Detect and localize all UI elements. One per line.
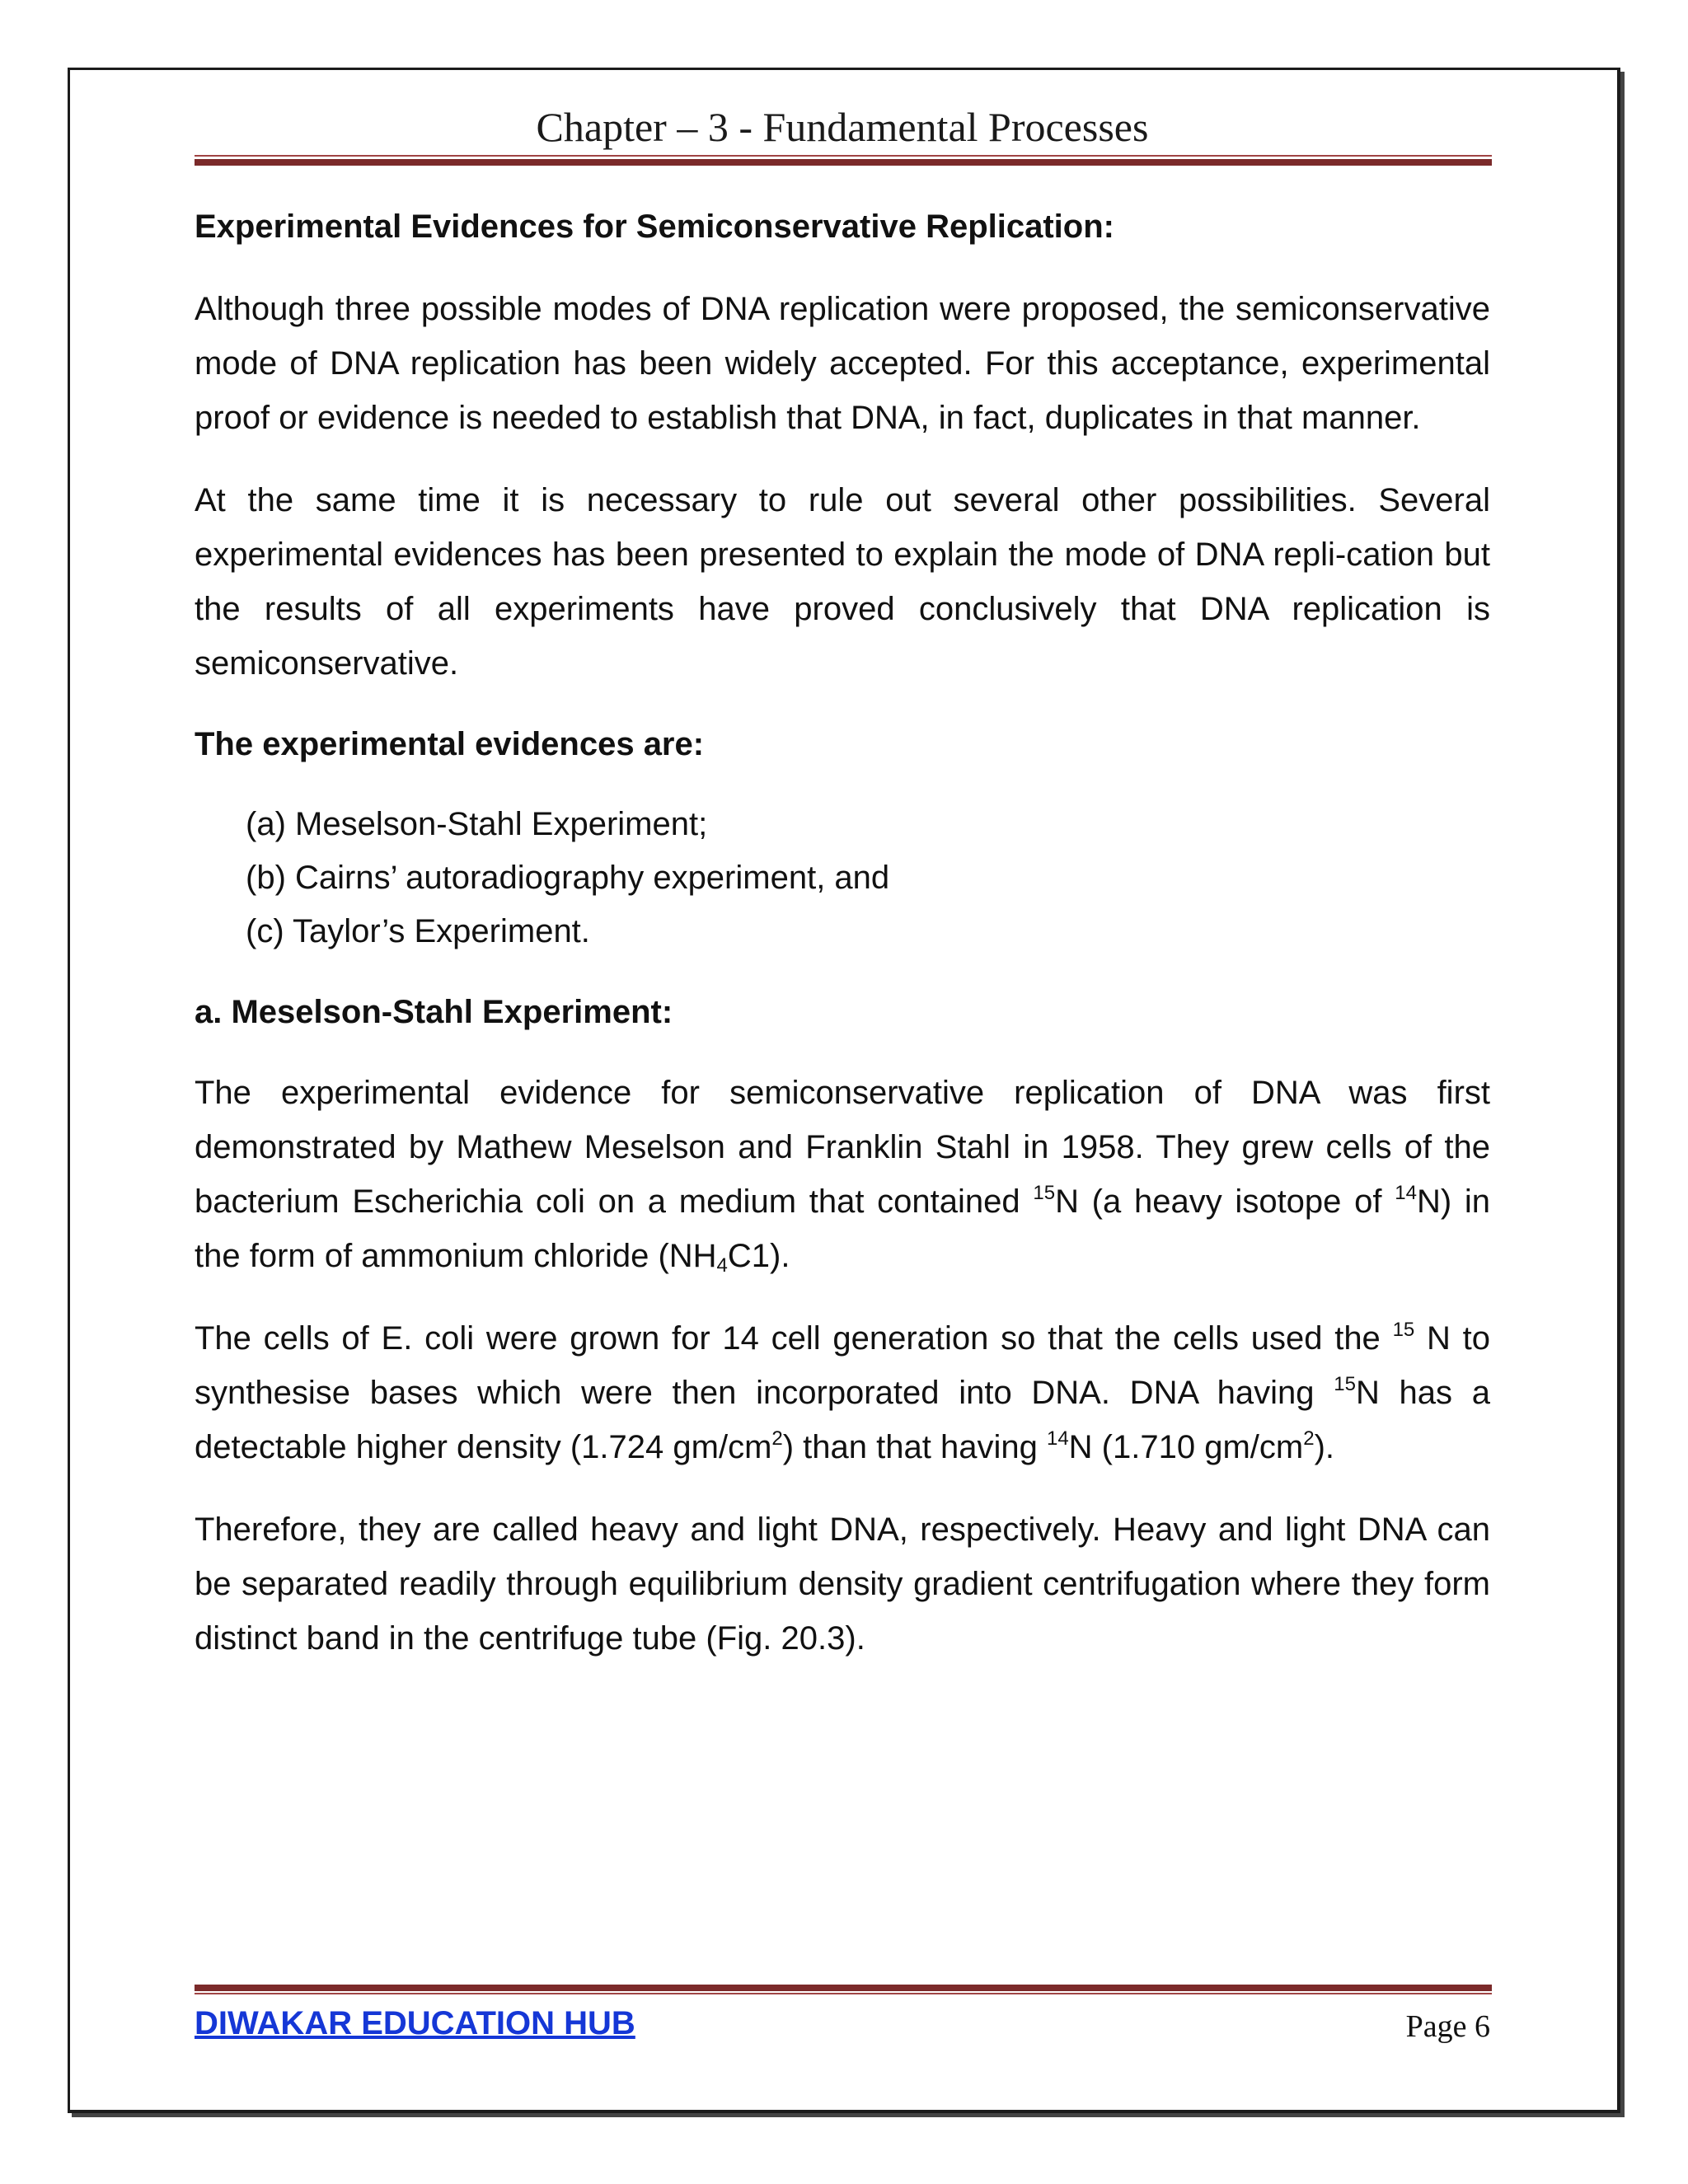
footer-rule xyxy=(195,1985,1492,1994)
main-content xyxy=(195,199,1490,1666)
section-heading: Experimental Evidences for Semiconservative Replication: xyxy=(195,209,1114,245)
chapter-title: Chapter – 3 - Fundamental Processes xyxy=(536,104,1149,150)
page-number: Page 6 xyxy=(1405,2009,1490,2044)
header-rule xyxy=(195,155,1492,166)
subsection-heading: a. Meselson-Stahl Experiment: xyxy=(195,994,673,1030)
paragraph-possibilities: At the same time it is necessary to rule out several other possibilities. Several experimental evidences has been presented to explain the mode of DNA repli-cation but the results of all experiments have proved conclusively that DNA replication is semiconservative. xyxy=(195,482,1490,682)
list-item: (a) Meselson-Stahl Experiment; xyxy=(246,806,708,842)
paragraph-modes: Although three possible modes of DNA replication were proposed, the semiconservative mode of DNA replication has been widely accepted. For this acceptance, experimental proof or evidence is needed to establish that DNA, in fact, duplicates in that manner. xyxy=(195,291,1490,436)
paragraph-meselson-stahl: The experimental evidence for semiconservative replication of DNA was first demonstrated by Mathew Meselson and Franklin Stahl in 1958. They grew cells of the bacterium Escherichia coli on a medium that contained $^{15}$N (a heavy isotope of $^{14}$N) in the form of ammonium chloride $(NH_4C1)$. xyxy=(195,1075,1490,1277)
paragraph-density: The cells of E. coli were grown for 14 cell generation so that the cells used the $^{15}$ N to synthesise bases which were then incorporated into DNA. DNA having $^{15}$N has a detectable higher density (1.724 $gm/cm^2$) than that having $^{14}$N (1.710 $gm/cm^2$). xyxy=(195,1319,1490,1465)
paragraph-centrifugation: Therefore, they are called heavy and light DNA, respectively. Heavy and light DNA can be separated readily through equilibrium density gradient centrifugation where they form distinct band in the centrifuge tube (Fig. 20.3). xyxy=(195,1511,1490,1657)
list-item: (c) Taylor’s Experiment. xyxy=(246,913,590,949)
evidences-list xyxy=(195,798,1490,958)
list-item: (b) Cairns’ autoradiography experiment, and xyxy=(246,860,890,896)
brand-link[interactable]: DIWAKAR EDUCATION HUB xyxy=(195,2005,635,2041)
evidences-heading: The experimental evidences are: xyxy=(195,726,705,762)
